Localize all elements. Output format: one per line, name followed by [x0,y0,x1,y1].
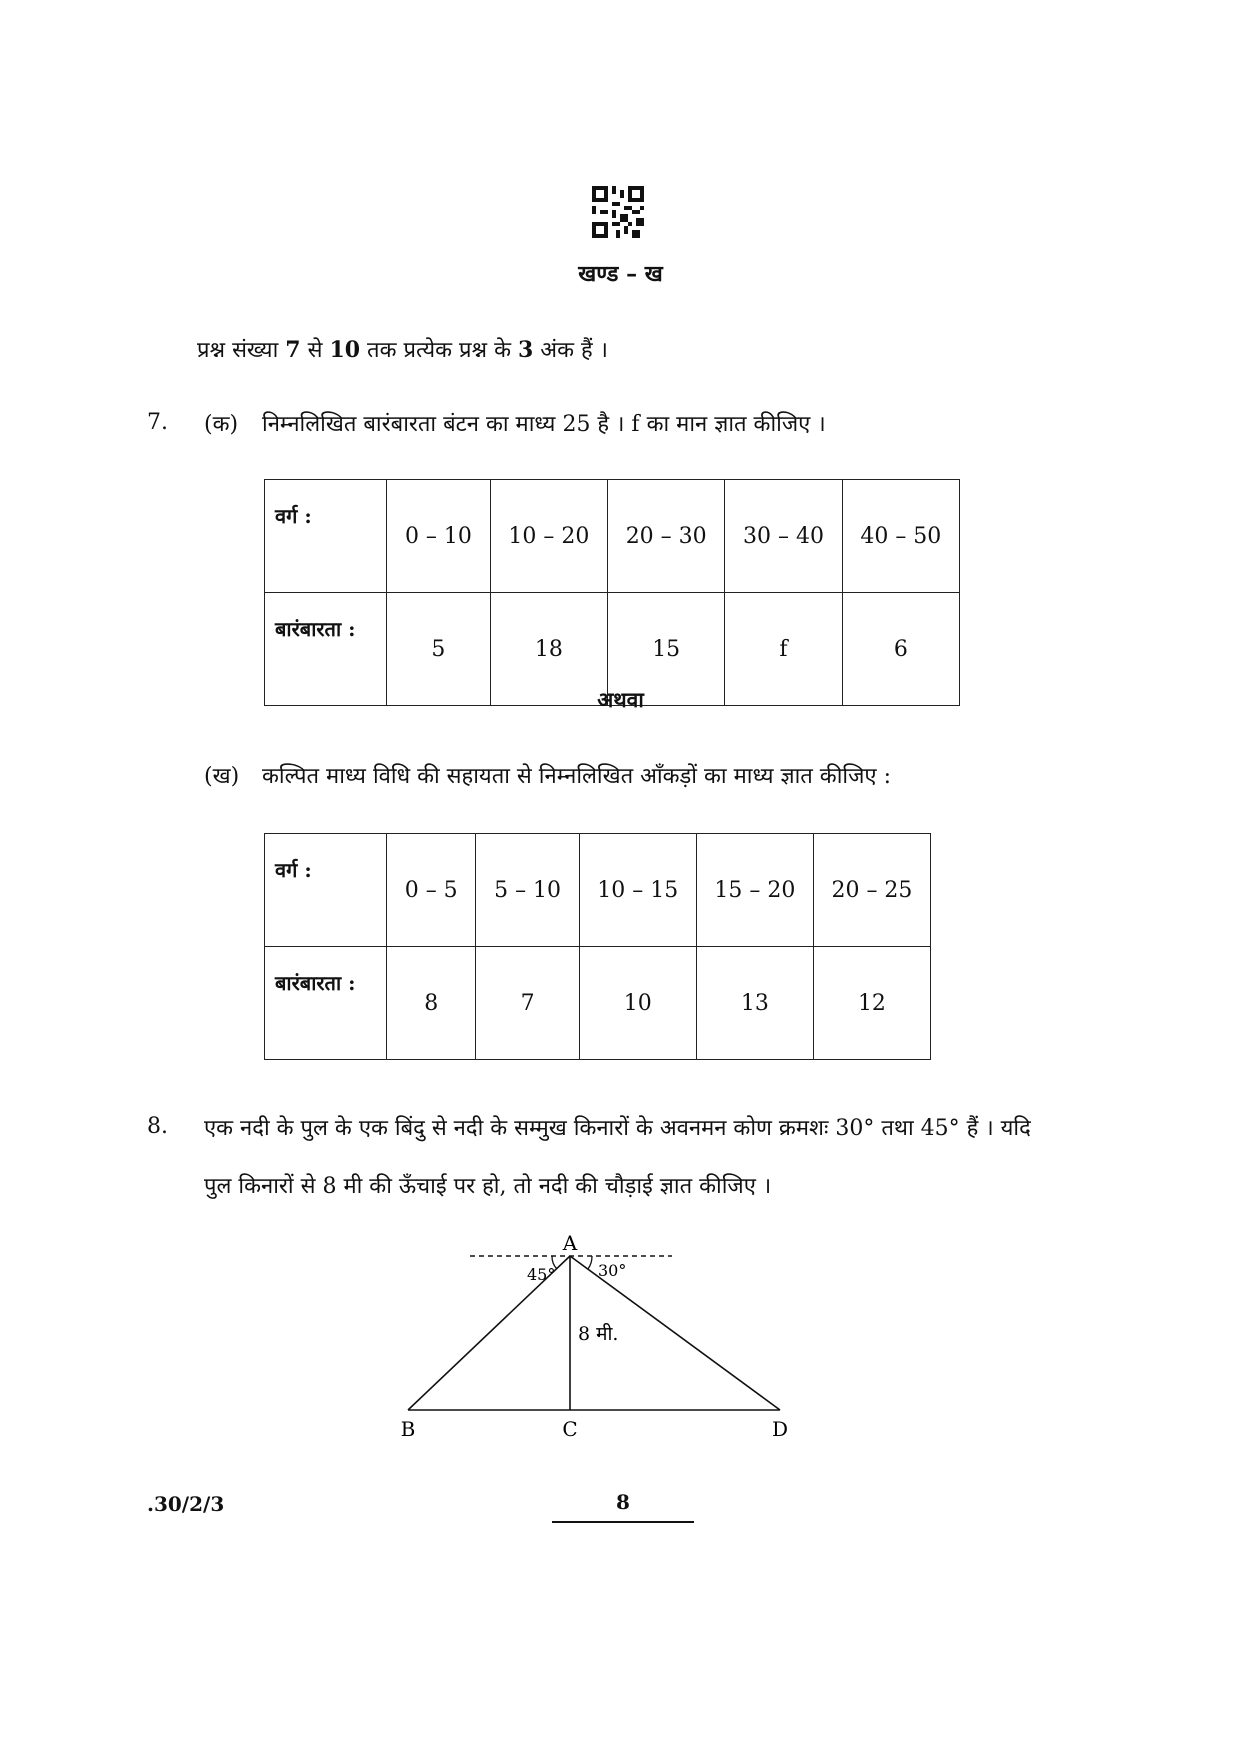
table-cell: 20 – 30 [608,480,725,593]
table-cell: 10 – 20 [490,480,607,593]
height-label: 8 मी. [578,1323,619,1345]
instruction-pre: प्रश्न संख्या [197,338,286,363]
instruction-mid2: तक प्रत्येक प्रश्न के [360,338,518,363]
question-7b-text: कल्पित माध्य विधि की सहायता से निम्नलिखित आँकड़ों का माध्य ज्ञात कीजिए : [262,764,891,789]
table-cell: 0 – 10 [387,480,491,593]
qr-code [592,186,644,238]
table-row-frequencies [265,947,931,1060]
section-title: खण्ड – ख [578,261,663,287]
page-number: 8 [616,1490,630,1514]
table-row-label: बारंबारता : [265,947,387,1060]
table-cell: f [725,593,842,706]
table-cell: 10 – 15 [579,834,696,947]
table-cell: 5 – 10 [476,834,579,947]
table-cell: 18 [490,593,607,706]
question-7a-text: निम्नलिखित बारंबारता बंटन का माध्य 25 है । f का मान ज्ञात कीजिए । [262,412,826,437]
table-cell: 15 – 20 [696,834,813,947]
table-row-label: बारंबारता : [265,593,387,706]
point-c-label: C [562,1417,578,1441]
table-cell: 15 [608,593,725,706]
angle-arc-right [588,1256,592,1269]
frequency-table-7a [264,479,960,706]
instruction-post: अंक हैं । [533,338,609,363]
table-cell: 5 [387,593,491,706]
table-cell: 12 [813,947,930,1060]
table-cell: 10 [579,947,696,1060]
angle-right-label: 30° [598,1261,627,1280]
question-7a-label: (क) [204,412,239,437]
table-cell: 40 – 50 [842,480,959,593]
instruction-line [197,334,608,364]
bridge-diagram [380,1220,830,1460]
frequency-table-7b [264,833,931,1060]
question-8-number: 8. [147,1114,168,1139]
table-cell: 8 [387,947,476,1060]
question-8-line2: पुल किनारों से 8 मी की ऊँचाई पर हो, तो नदी की चौड़ाई ज्ञात कीजिए । [204,1174,772,1199]
instruction-from: 7 [285,337,301,363]
paper-code: .30/2/3 [147,1492,225,1516]
table-cell: 30 – 40 [725,480,842,593]
point-a-label: A [562,1231,578,1255]
angle-left-label: 45° [527,1265,556,1284]
point-d-label: D [771,1417,789,1441]
table-row-label: वर्ग : [265,834,387,947]
point-b-label: B [400,1417,416,1441]
table-row-label: वर्ग : [265,480,387,593]
question-7-number: 7. [147,410,168,435]
instruction-mid1: से [300,338,330,363]
table-cell: 7 [476,947,579,1060]
table-cell: 13 [696,947,813,1060]
question-8-line1: एक नदी के पुल के एक बिंदु से नदी के सम्मुख किनारों के अवनमन कोण क्रमशः 30° तथा 45° हैं । यदि [204,1116,1031,1141]
instruction-marks: 3 [518,337,534,363]
table-row-classes [265,480,960,593]
table-cell: 0 – 5 [387,834,476,947]
table-cell: 6 [842,593,959,706]
or-divider: अथवा [597,687,644,712]
page-number-underline [552,1521,694,1523]
question-7b-label: (ख) [204,764,240,789]
instruction-to: 10 [329,337,361,363]
table-row-classes [265,834,931,947]
table-cell: 20 – 25 [813,834,930,947]
